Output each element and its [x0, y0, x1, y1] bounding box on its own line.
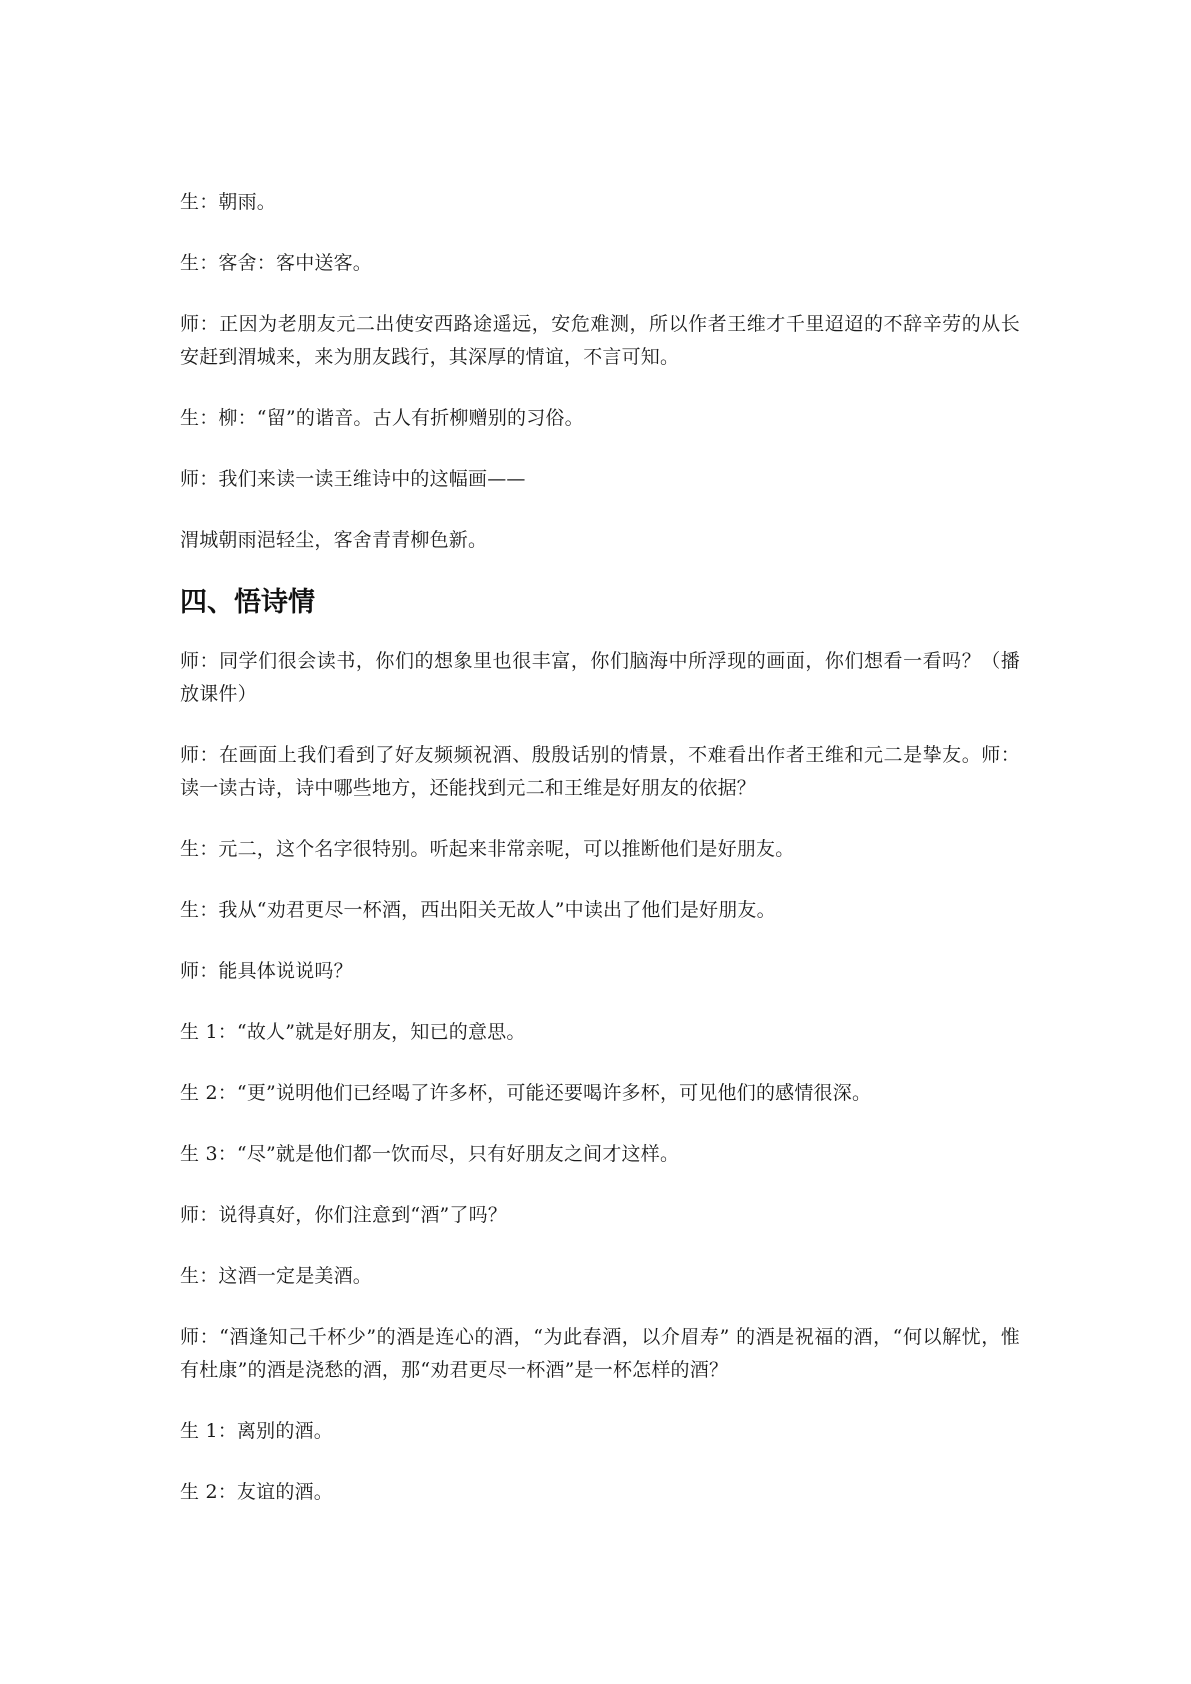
poem-line: 渭城朝雨浥轻尘，客舍青青柳色新。: [180, 529, 488, 551]
paragraph-17: 生 1：离别的酒。: [180, 1420, 333, 1442]
paragraph-16: 师：“酒逢知己千杯少”的酒是连心的酒，“为此春酒，以介眉寿” 的酒是祝福的酒，“何以解忧，惟有杜康”的酒是浇愁的酒，那“劝君更尽一杯酒”是一杯怎样的酒？: [180, 1326, 1020, 1381]
paragraph-10: 师：能具体说说吗？: [180, 960, 353, 982]
paragraph-14: 师：说得真好，你们注意到“酒”了吗？: [180, 1204, 508, 1226]
paragraph-6: 师：同学们很会读书，你们的想象里也很丰富，你们脑海中所浮现的画面，你们想看一看吗？（播放课件）: [180, 650, 1020, 705]
paragraph-13: 生 3：“尽”就是他们都一饮而尽，只有好朋友之间才这样。: [180, 1143, 680, 1165]
paragraph-12: 生 2：“更”说明他们已经喝了许多杯，可能还要喝许多杯，可见他们的感情很深。: [180, 1082, 872, 1104]
paragraph-1: 生：朝雨。: [180, 191, 277, 213]
paragraph-3: 师：正因为老朋友元二出使安西路途遥远，安危难测，所以作者王维才千里迢迢的不辞辛劳的从长安赶到渭城来，来为朋友践行，其深厚的情谊，不言可知。: [180, 313, 1020, 368]
paragraph-9: 生：我从“劝君更尽一杯酒，西出阳关无故人”中读出了他们是好朋友。: [180, 899, 776, 921]
paragraph-5: 师：我们来读一读王维诗中的这幅画——: [180, 468, 526, 490]
section-heading: 四、悟诗情: [180, 587, 315, 618]
paragraph-7: 师：在画面上我们看到了好友频频祝酒、殷殷话别的情景，不难看出作者王维和元二是挚友。师：读一读古诗，诗中哪些地方，还能找到元二和王维是好朋友的依据？: [180, 744, 1020, 799]
paragraph-2: 生：客舍：客中送客。: [180, 252, 373, 274]
paragraph-8: 生：元二，这个名字很特别。听起来非常亲呢，可以推断他们是好朋友。: [180, 838, 795, 860]
paragraph-18: 生 2：友谊的酒。: [180, 1481, 333, 1503]
paragraph-15: 生：这酒一定是美酒。: [180, 1265, 373, 1287]
paragraph-4: 生：柳：“留”的谐音。古人有折柳赠别的习俗。: [180, 407, 584, 429]
document-body: [180, 186, 1020, 1537]
paragraph-11: 生 1：“故人”就是好朋友，知已的意思。: [180, 1021, 526, 1043]
